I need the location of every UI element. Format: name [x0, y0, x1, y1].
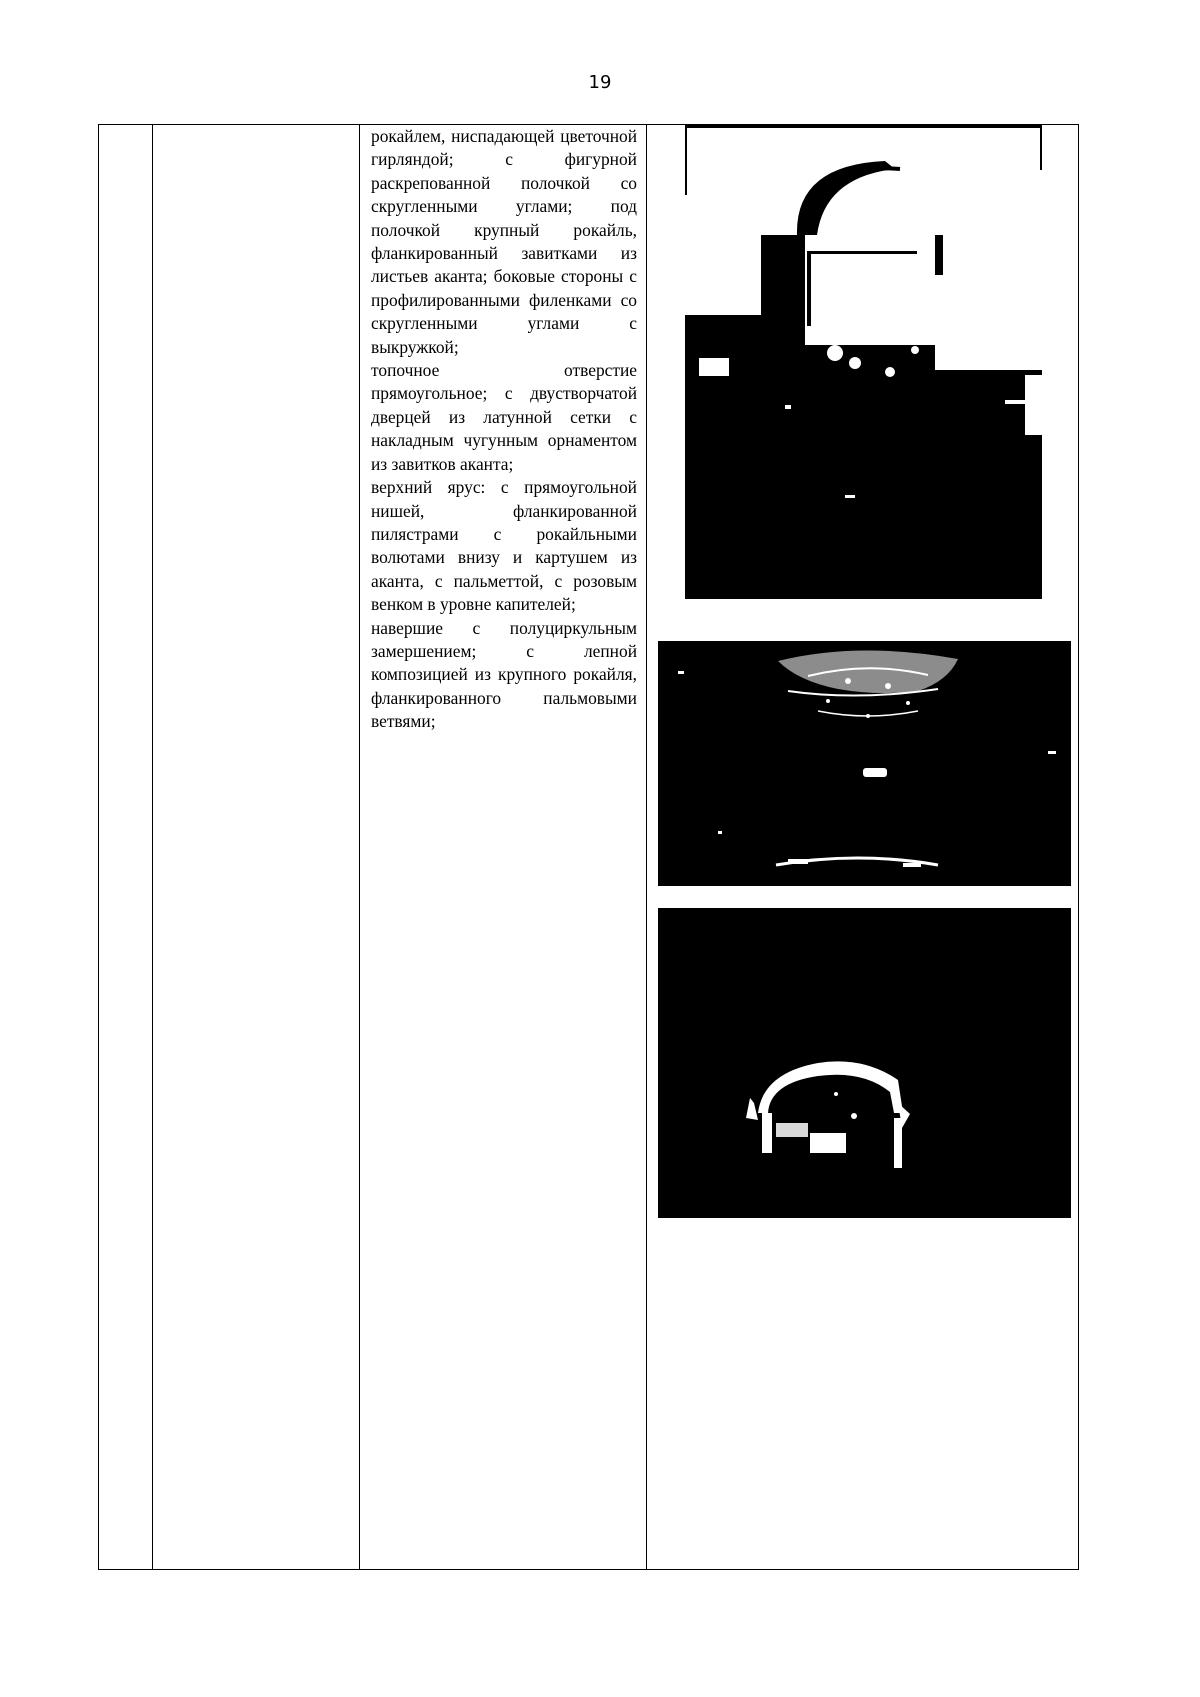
page-number: 19 [588, 72, 612, 93]
description-cell [360, 125, 647, 1570]
table-row [99, 125, 1079, 1570]
stove-upper-tier-photo [658, 641, 1071, 886]
description-paragraph: навершие с полуциркульным замершением; с лепной композицией из крупного рокайля, фланкированного пальмовыми ветвями; [371, 617, 637, 732]
description-paragraph: верхний ярус: с прямоугольной нишей, фланкированной пилястрами с рокайльными волютами внизу и картушем из аканта, с пальметтой, с розовым венком в уровне капителей; [371, 477, 637, 615]
object-description-table [98, 124, 1079, 1570]
number-cell [99, 125, 153, 1570]
photo-column [647, 125, 1078, 1569]
description-paragraph: рокайлем, ниспадающей цветочной гирляндой; с фигурной раскрепованной полочкой со скругленными углами; под полочкой крупный рокайль, фланкированный завитками из листьев аканта; боковые стороны с профилированными филенками со скругленными углами с выкружкой; [371, 126, 637, 357]
stove-lower-tier-photo [685, 125, 1042, 599]
stove-top-crown-photo [658, 908, 1071, 1218]
photo-cell [647, 125, 1079, 1570]
description-paragraph: топочное отверстие прямоугольное; с двустворчатой дверцей из латунной сетки с накладным чугунным орнаментом из завитков аканта; [371, 360, 637, 474]
description-text [360, 125, 646, 734]
name-cell [153, 125, 360, 1570]
